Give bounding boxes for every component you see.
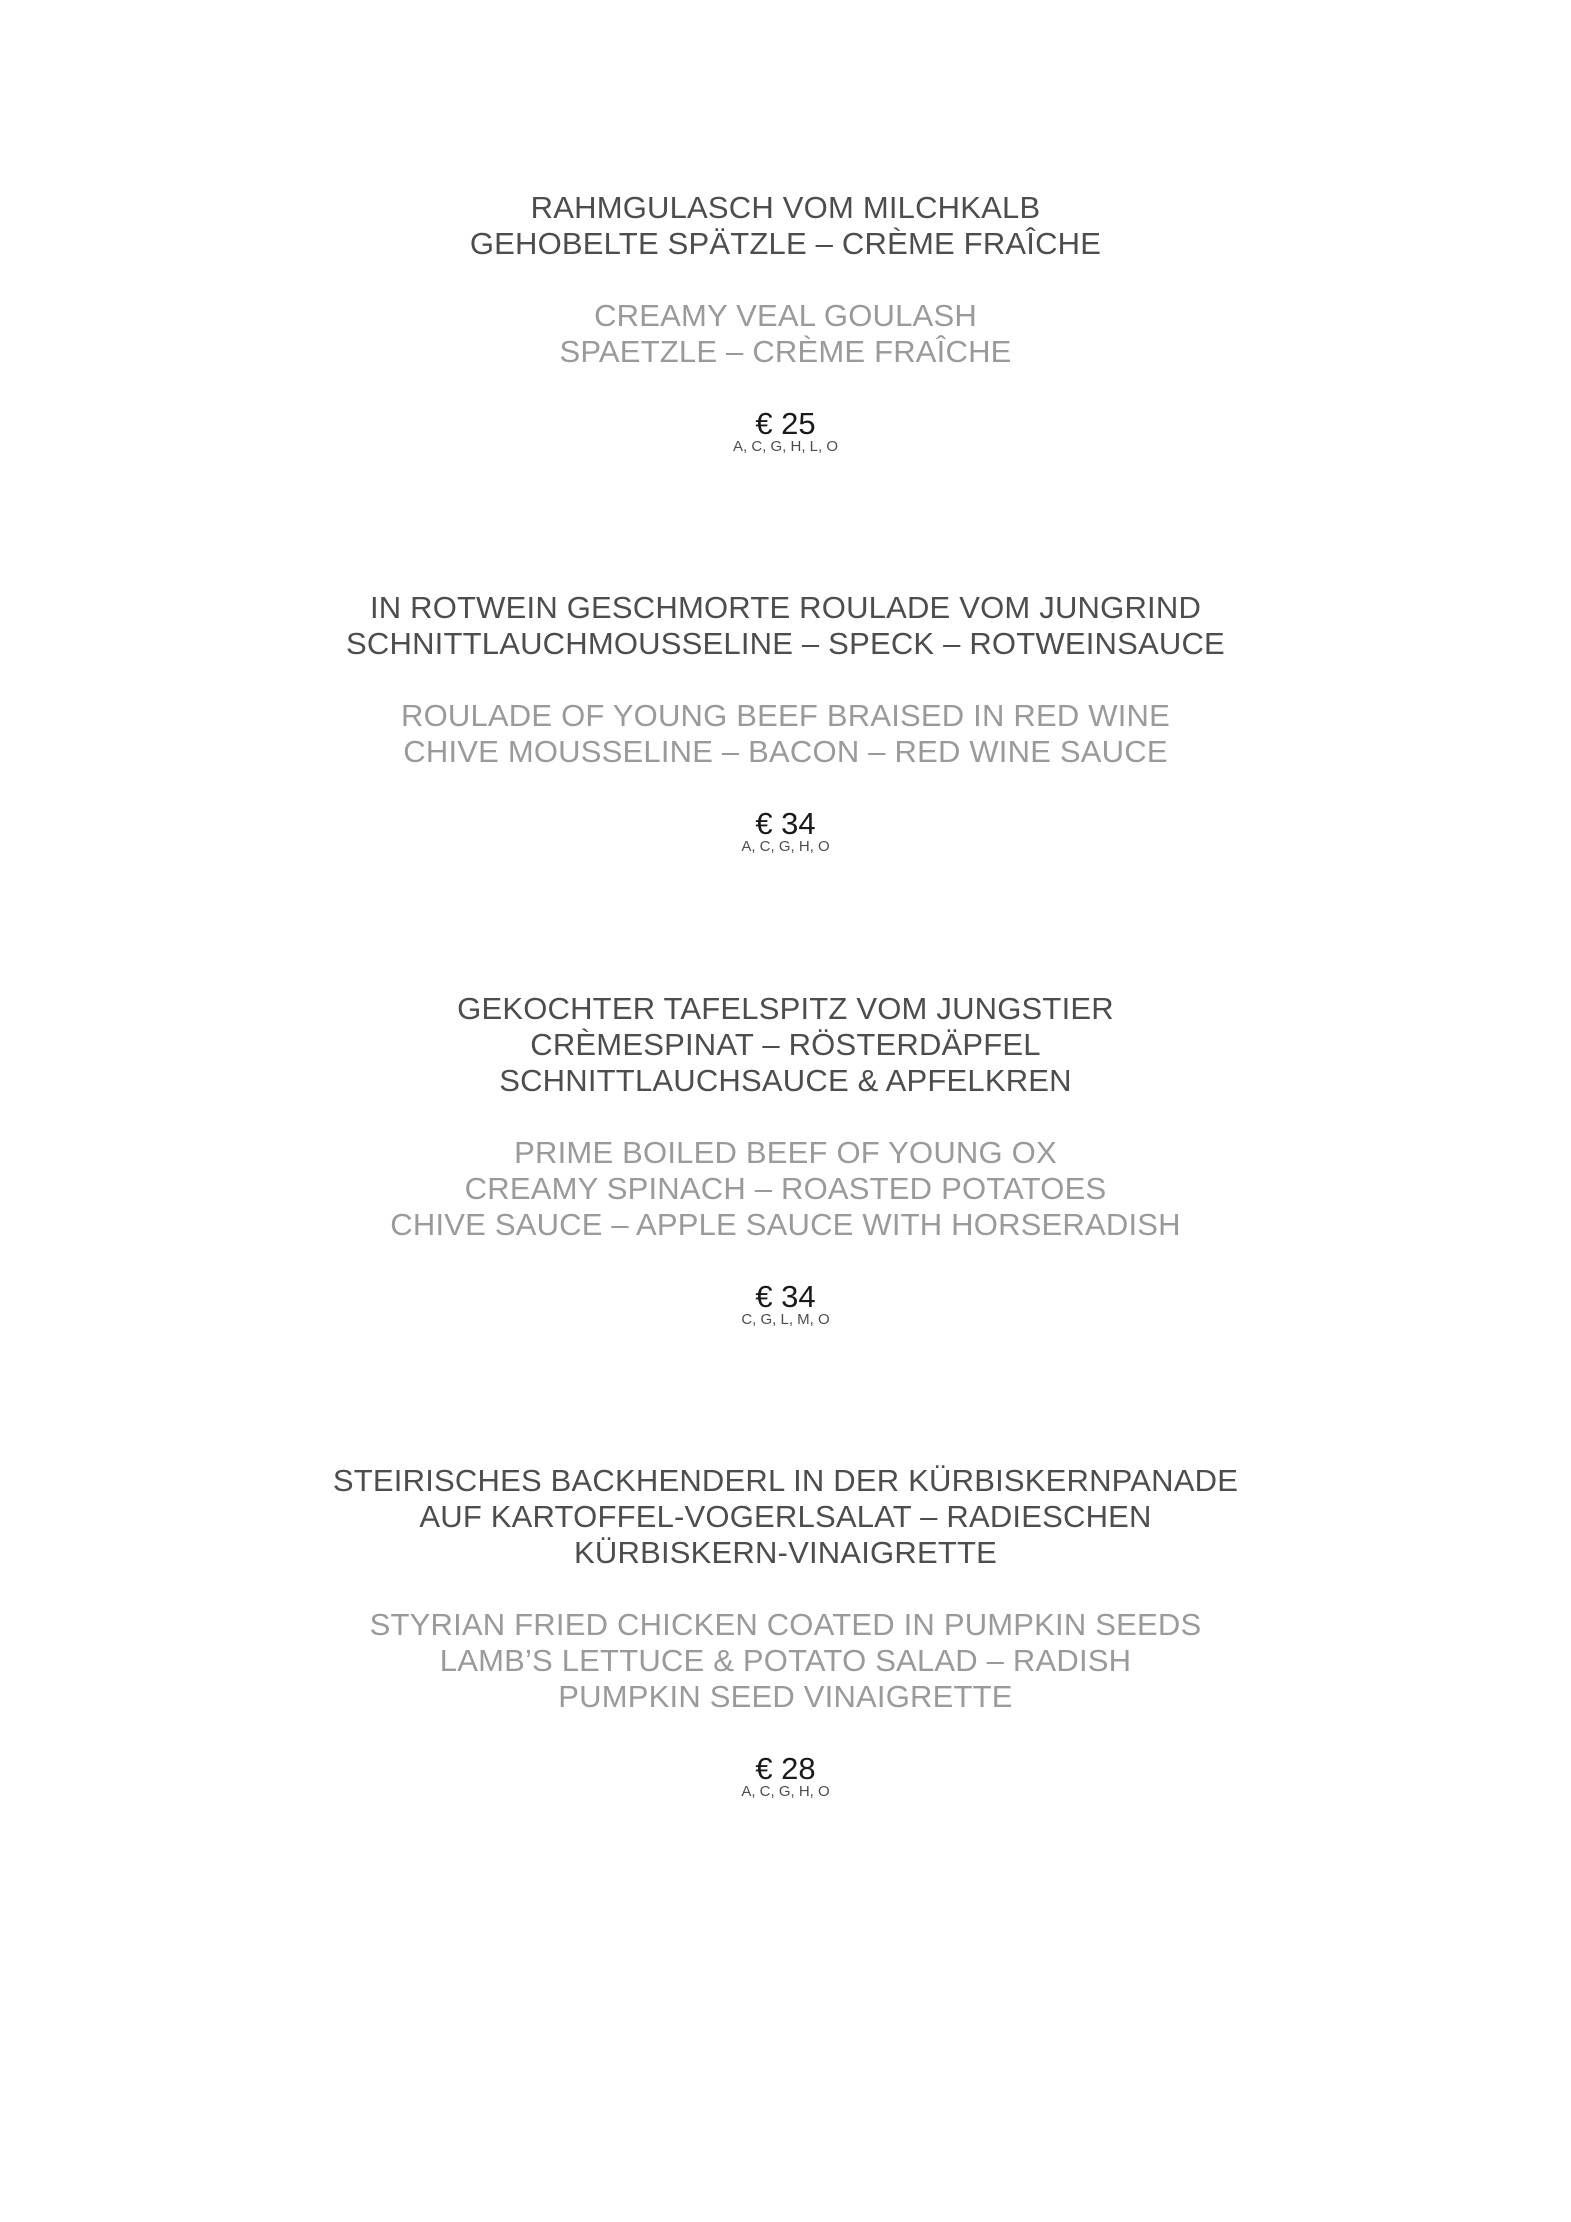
- english-line: PRIME BOILED BEEF OF YOUNG OX: [514, 1135, 1057, 1170]
- english-line: CHIVE SAUCE – APPLE SAUCE WITH HORSERADISH: [390, 1207, 1181, 1242]
- english-line: PUMPKIN SEED VINAIGRETTE: [558, 1679, 1013, 1714]
- dish-price: € 28: [755, 1751, 816, 1786]
- german-line: GEHOBELTE SPÄTZLE – CRÈME FRAÎCHE: [469, 226, 1102, 261]
- dish-name-german: [0, 1463, 1571, 1571]
- allergen-codes: A, C, G, H, L, O: [732, 438, 839, 455]
- dish-name-german: [0, 590, 1571, 662]
- dish-name-german: [0, 190, 1571, 262]
- allergen-codes: A, C, G, H, O: [741, 838, 830, 855]
- menu-item-backhenderl: [0, 1463, 1571, 1801]
- english-line: CHIVE MOUSSELINE – BACON – RED WINE SAUCE: [403, 734, 1168, 769]
- german-line: CRÈMESPINAT – RÖSTERDÄPFEL: [530, 1027, 1041, 1062]
- german-line: KÜRBISKERN-VINAIGRETTE: [574, 1535, 997, 1570]
- dish-price: € 34: [755, 1279, 816, 1314]
- german-line: AUF KARTOFFEL-VOGERLSALAT – RADIESCHEN: [419, 1499, 1152, 1534]
- dish-name-english: [0, 298, 1571, 370]
- english-line: STYRIAN FRIED CHICKEN COATED IN PUMPKIN SEEDS: [369, 1607, 1202, 1642]
- allergen-codes: A, C, G, H, O: [741, 1783, 830, 1800]
- german-line: GEKOCHTER TAFELSPITZ VOM JUNGSTIER: [457, 991, 1114, 1026]
- menu-item-tafelspitz: [0, 991, 1571, 1329]
- german-line: IN ROTWEIN GESCHMORTE ROULADE VOM JUNGRIND: [369, 590, 1202, 625]
- dish-name-english: [0, 698, 1571, 770]
- dish-price: € 25: [755, 406, 816, 441]
- menu-item-rahmgulasch: [0, 190, 1571, 456]
- english-line: CREAMY SPINACH – ROASTED POTATOES: [464, 1171, 1107, 1206]
- dish-name-english: [0, 1135, 1571, 1243]
- dish-name-german: [0, 991, 1571, 1099]
- german-line: SCHNITTLAUCHMOUSSELINE – SPECK – ROTWEINSAUCE: [346, 626, 1225, 661]
- dish-name-english: [0, 1607, 1571, 1715]
- menu-item-roulade: [0, 590, 1571, 856]
- english-line: CREAMY VEAL GOULASH: [594, 298, 977, 333]
- german-line: SCHNITTLAUCHSAUCE & APFELKREN: [499, 1063, 1072, 1098]
- dish-price: € 34: [755, 806, 816, 841]
- german-line: STEIRISCHES BACKHENDERL IN DER KÜRBISKERNPANADE: [332, 1463, 1239, 1498]
- english-line: LAMB’S LETTUCE & POTATO SALAD – RADISH: [439, 1643, 1132, 1678]
- german-line: RAHMGULASCH VOM MILCHKALB: [530, 190, 1041, 225]
- allergen-codes: C, G, L, M, O: [741, 1311, 830, 1328]
- english-line: SPAETZLE – CRÈME FRAÎCHE: [559, 334, 1012, 369]
- english-line: ROULADE OF YOUNG BEEF BRAISED IN RED WINE: [401, 698, 1170, 733]
